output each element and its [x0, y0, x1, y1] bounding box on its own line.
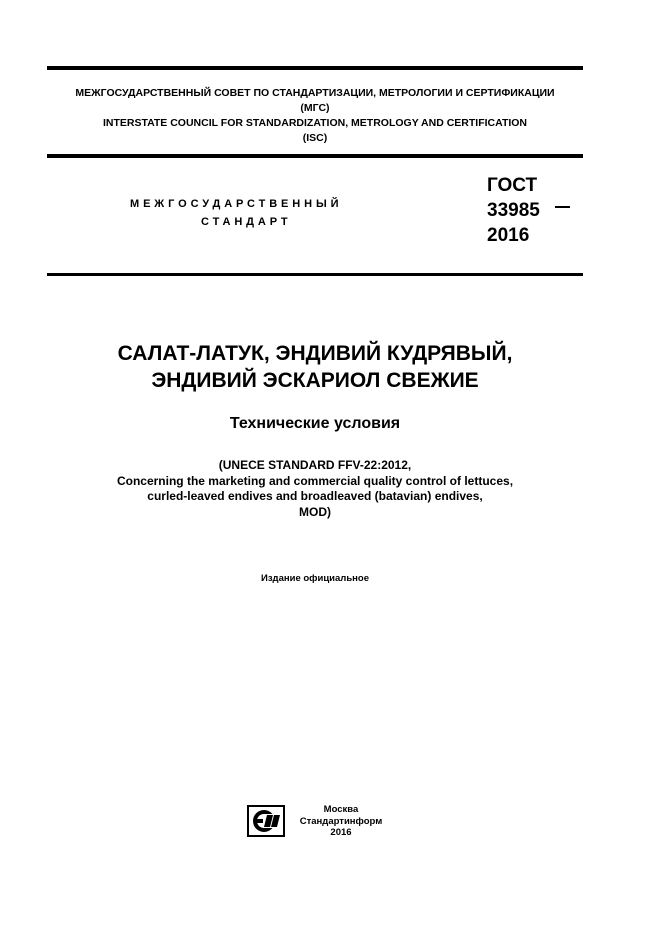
- designation-prefix: ГОСТ: [487, 175, 538, 196]
- designation-dash: [555, 206, 570, 208]
- top-rule: [47, 66, 583, 70]
- reference-line1: (UNECE STANDARD FFV-22:2012,: [218, 458, 412, 472]
- publisher-block: [296, 804, 386, 839]
- standartinform-logo-icon: [247, 805, 285, 837]
- publisher-city: Москва: [323, 804, 359, 815]
- header-rule: [47, 154, 583, 158]
- standard-type-line2: СТАНДАРТ: [201, 216, 292, 228]
- edition-label: Издание официальное: [261, 573, 369, 584]
- document-subtitle: Технические условия: [229, 415, 401, 432]
- international-reference: [47, 458, 583, 520]
- reference-line4: MOD): [299, 504, 331, 519]
- document-title: [47, 340, 583, 394]
- designation-number: 33985: [487, 200, 540, 221]
- publisher-name: Стандартинформ: [299, 815, 383, 827]
- reference-line3: curled-leaved endives and broadleaved (batavian) endives,: [147, 489, 483, 503]
- designation-year: 2016: [487, 225, 530, 246]
- council-header: [47, 86, 583, 146]
- council-en-name: INTERSTATE COUNCIL FOR STANDARDIZATION, METROLOGY AND CERTIFICATION: [102, 117, 528, 129]
- council-en-abbr: (ISC): [302, 132, 328, 144]
- title-line1: САЛАТ-ЛАТУК, ЭНДИВИЙ КУДРЯВЫЙ,: [117, 342, 513, 365]
- standard-designation: [487, 173, 540, 248]
- council-ru-name: МЕЖГОСУДАРСТВЕННЫЙ СОВЕТ ПО СТАНДАРТИЗАЦИИ, МЕТРОЛОГИИ И СЕРТИФИКАЦИИ: [75, 87, 555, 99]
- publisher-year: 2016: [330, 827, 352, 838]
- title-line2: ЭНДИВИЙ ЭСКАРИОЛ СВЕЖИЕ: [151, 369, 479, 392]
- standard-type: [130, 195, 400, 231]
- designation-rule: [47, 273, 583, 276]
- council-ru-abbr: (МГС): [300, 102, 330, 114]
- standard-type-line1: МЕЖГОСУДАРСТВЕННЫЙ: [130, 198, 343, 210]
- reference-line2: Concerning the marketing and commercial quality control of lettuces,: [116, 473, 514, 488]
